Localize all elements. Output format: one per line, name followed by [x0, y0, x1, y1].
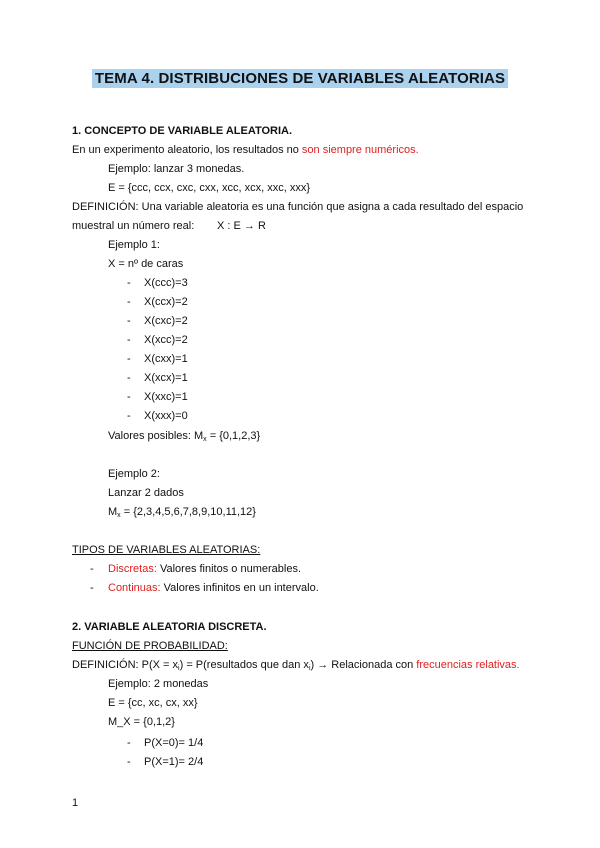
list-item: X(xxx)=0: [144, 410, 188, 422]
def-part-1: DEFINICIÓN: P(X = x: [72, 659, 179, 671]
dash-bullet: -: [127, 334, 131, 346]
section-1-heading: 1. CONCEPTO DE VARIABLE ALEATORIA.: [72, 125, 293, 137]
dash-bullet: -: [127, 277, 131, 289]
dash-bullet: -: [127, 315, 131, 327]
type-name: Discretas:: [108, 563, 157, 575]
page-number: 1: [72, 797, 79, 809]
type-description: Valores finitos o numerables.: [156, 563, 301, 575]
def-part-2: ) = P(resultados que dan x: [179, 659, 309, 671]
list-item: [108, 581, 319, 595]
dash-bullet: -: [127, 391, 131, 403]
dash-bullet: -: [127, 372, 131, 384]
example-1-label: Ejemplo 1:: [108, 239, 160, 251]
list-item: X(xcc)=2: [144, 334, 188, 346]
intro-highlight: son siempre numéricos.: [301, 144, 419, 156]
example-2-description: Lanzar 2 dados: [108, 487, 184, 499]
list-item: [108, 562, 301, 576]
document-title-block: [0, 70, 600, 87]
dash-bullet: -: [127, 410, 131, 422]
example-1-values: [108, 429, 260, 443]
def-part-3: ) → Relacionada con: [310, 659, 417, 671]
section-2-example-label: Ejemplo: 2 monedas: [108, 678, 209, 690]
section-2-heading: 2. VARIABLE ALEATORIA DISCRETA.: [72, 621, 267, 633]
definition-text: muestral un número real:: [72, 220, 195, 232]
probability-function-heading: FUNCIÓN DE PROBABILIDAD:: [72, 640, 228, 652]
intro-text: En un experimento aleatorio, los resultados no: [72, 144, 302, 156]
example-2-values: [108, 505, 256, 519]
values-text: M: [108, 506, 118, 518]
example-1-variable: X = nº de caras: [108, 258, 184, 270]
values-set: = {2,3,4,5,6,7,8,9,10,11,12}: [120, 506, 256, 518]
values-set: = {0,1,2,3}: [206, 430, 261, 442]
dash-bullet: -: [127, 353, 131, 365]
list-item: X(ccc)=3: [144, 277, 188, 289]
list-item: X(cxx)=1: [144, 353, 188, 365]
list-item: P(X=0)= 1/4: [144, 737, 204, 749]
section-2-value-set: M_X = {0,1,2}: [108, 716, 175, 728]
definition-line-1: DEFINICIÓN: Una variable aleatoria es una función que asigna a cada resultado del espacio: [72, 201, 524, 213]
list-item: X(xxc)=1: [144, 391, 188, 403]
definition-mapping: X : E → R: [217, 220, 266, 232]
def-highlight: frecuencias relativas.: [416, 659, 520, 671]
values-subscript: x: [203, 436, 207, 443]
list-item: P(X=1)= 2/4: [144, 756, 204, 768]
list-item: X(cxc)=2: [144, 315, 188, 327]
dash-bullet: -: [90, 582, 94, 594]
values-subscript: x: [117, 512, 121, 519]
def-subscript-2: i: [308, 665, 311, 672]
document-title: TEMA 4. DISTRIBUCIONES DE VARIABLES ALEATORIAS: [92, 69, 508, 88]
section-1-intro: [72, 143, 419, 157]
dash-bullet: -: [90, 563, 94, 575]
list-item: X(ccx)=2: [144, 296, 188, 308]
def-subscript-1: i: [178, 665, 180, 672]
dash-bullet: -: [127, 737, 131, 749]
section-2-sample-space: E = {cc, xc, cx, xx}: [108, 697, 198, 709]
example-sample-space: E = {ccc, ccx, cxc, cxx, xcc, xcx, xxc, xxx}: [108, 182, 311, 194]
example-2-label: Ejemplo 2:: [108, 468, 160, 480]
dash-bullet: -: [127, 296, 131, 308]
values-text: Valores posibles: M: [108, 430, 204, 442]
definition-line-2: [72, 219, 194, 233]
example-label: Ejemplo: lanzar 3 monedas.: [108, 163, 245, 175]
type-description: Valores infinitos en un intervalo.: [160, 582, 319, 594]
type-name: Continuas:: [108, 582, 161, 594]
dash-bullet: -: [127, 756, 131, 768]
list-item: X(xcx)=1: [144, 372, 188, 384]
types-heading: TIPOS DE VARIABLES ALEATORIAS:: [72, 544, 261, 556]
section-2-definition: [72, 658, 520, 672]
